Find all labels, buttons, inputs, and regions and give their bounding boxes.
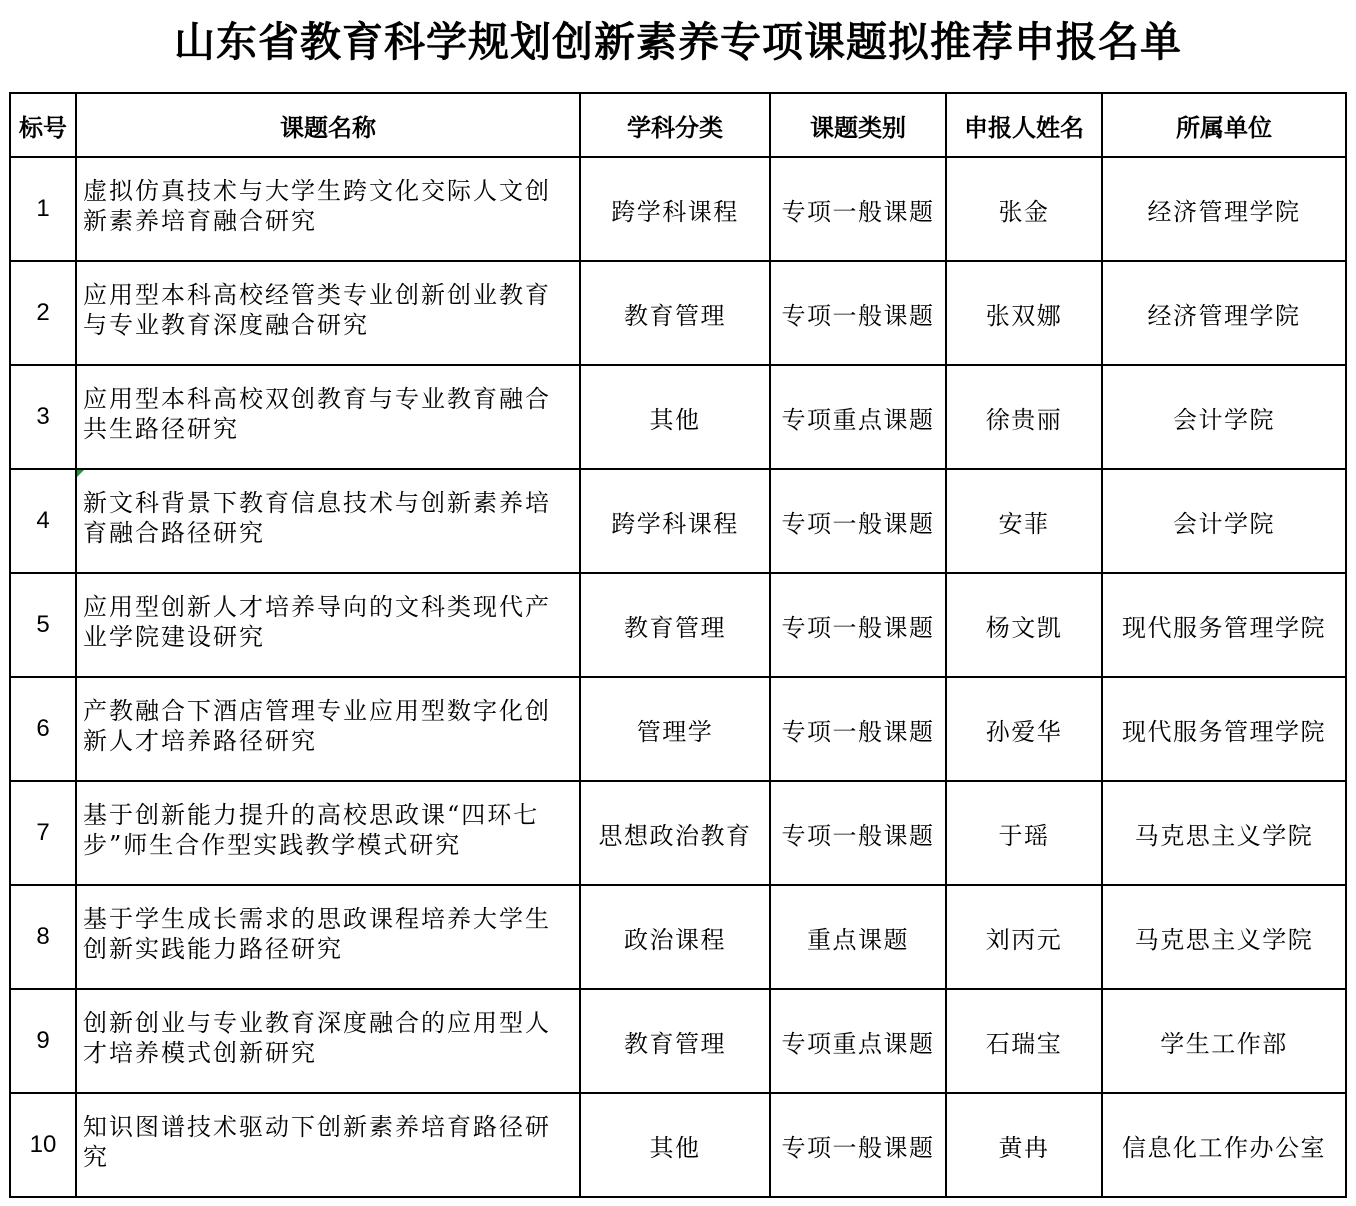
cell-category: 专项一般课题	[770, 573, 946, 677]
cell-topic: 产教融合下酒店管理专业应用型数字化创新人才培养路径研究	[76, 677, 580, 781]
cell-applicant: 张金	[946, 157, 1102, 261]
table-row	[10, 365, 1346, 469]
cell-category: 专项一般课题	[770, 261, 946, 365]
cell-unit: 学生工作部	[1102, 989, 1346, 1093]
cell-unit: 现代服务管理学院	[1102, 573, 1346, 677]
cell-topic	[76, 469, 580, 573]
header-row	[10, 93, 1346, 157]
cell-category: 专项一般课题	[770, 1093, 946, 1197]
cell-unit: 马克思主义学院	[1102, 885, 1346, 989]
project-list-table	[9, 92, 1347, 1198]
table-row	[10, 677, 1346, 781]
cell-topic: 基于创新能力提升的高校思政课“四环七步”师生合作型实践教学模式研究	[76, 781, 580, 885]
cell-number: 8	[10, 885, 76, 989]
cell-unit: 经济管理学院	[1102, 261, 1346, 365]
column-header-unit: 所属单位	[1102, 93, 1346, 157]
table-row	[10, 989, 1346, 1093]
cell-category: 专项重点课题	[770, 989, 946, 1093]
comment-indicator-icon	[77, 470, 84, 477]
document-title: 山东省教育科学规划创新素养专项课题拟推荐申报名单	[174, 18, 1182, 66]
column-header-topic: 课题名称	[76, 93, 580, 157]
column-header-category: 课题类别	[770, 93, 946, 157]
cell-number: 5	[10, 573, 76, 677]
table-row	[10, 157, 1346, 261]
cell-category: 专项一般课题	[770, 157, 946, 261]
cell-subject: 教育管理	[580, 573, 770, 677]
cell-subject: 其他	[580, 1093, 770, 1197]
cell-category: 专项重点课题	[770, 365, 946, 469]
cell-topic: 应用型创新人才培养导向的文科类现代产业学院建设研究	[76, 573, 580, 677]
table-row	[10, 469, 1346, 573]
cell-applicant: 杨文凯	[946, 573, 1102, 677]
cell-applicant: 黄冉	[946, 1093, 1102, 1197]
cell-unit: 会计学院	[1102, 469, 1346, 573]
cell-topic: 虚拟仿真技术与大学生跨文化交际人文创新素养培育融合研究	[76, 157, 580, 261]
cell-number: 9	[10, 989, 76, 1093]
cell-number: 4	[10, 469, 76, 573]
cell-topic: 基于学生成长需求的思政课程培养大学生创新实践能力路径研究	[76, 885, 580, 989]
cell-number: 1	[10, 157, 76, 261]
cell-unit: 会计学院	[1102, 365, 1346, 469]
cell-topic-text: 新文科背景下教育信息技术与创新素养培育融合路径研究	[83, 489, 551, 547]
cell-subject: 跨学科课程	[580, 469, 770, 573]
cell-subject: 思想政治教育	[580, 781, 770, 885]
column-header-subject: 学科分类	[580, 93, 770, 157]
cell-applicant: 张双娜	[946, 261, 1102, 365]
column-header-number: 标号	[10, 93, 76, 157]
table-row	[10, 573, 1346, 677]
table-row	[10, 1093, 1346, 1197]
cell-number: 6	[10, 677, 76, 781]
cell-category: 专项一般课题	[770, 781, 946, 885]
cell-number: 10	[10, 1093, 76, 1197]
cell-unit: 现代服务管理学院	[1102, 677, 1346, 781]
cell-subject: 管理学	[580, 677, 770, 781]
cell-unit: 经济管理学院	[1102, 157, 1346, 261]
cell-number: 3	[10, 365, 76, 469]
cell-applicant: 于瑶	[946, 781, 1102, 885]
cell-topic: 创新创业与专业教育深度融合的应用型人才培养模式创新研究	[76, 989, 580, 1093]
cell-topic: 知识图谱技术驱动下创新素养培育路径研究	[76, 1093, 580, 1197]
cell-subject: 教育管理	[580, 989, 770, 1093]
table-row	[10, 885, 1346, 989]
cell-topic: 应用型本科高校双创教育与专业教育融合共生路径研究	[76, 365, 580, 469]
cell-subject: 其他	[580, 365, 770, 469]
cell-applicant: 徐贵丽	[946, 365, 1102, 469]
table-row	[10, 261, 1346, 365]
cell-category: 专项一般课题	[770, 469, 946, 573]
cell-applicant: 石瑞宝	[946, 989, 1102, 1093]
cell-number: 2	[10, 261, 76, 365]
cell-topic: 应用型本科高校经管类专业创新创业教育与专业教育深度融合研究	[76, 261, 580, 365]
cell-number: 7	[10, 781, 76, 885]
cell-applicant: 刘丙元	[946, 885, 1102, 989]
cell-subject: 政治课程	[580, 885, 770, 989]
cell-subject: 跨学科课程	[580, 157, 770, 261]
cell-applicant: 安菲	[946, 469, 1102, 573]
cell-category: 专项一般课题	[770, 677, 946, 781]
cell-unit: 信息化工作办公室	[1102, 1093, 1346, 1197]
cell-applicant: 孙爱华	[946, 677, 1102, 781]
table-row	[10, 781, 1346, 885]
cell-subject: 教育管理	[580, 261, 770, 365]
column-header-applicant: 申报人姓名	[946, 93, 1102, 157]
cell-unit: 马克思主义学院	[1102, 781, 1346, 885]
cell-category: 重点课题	[770, 885, 946, 989]
